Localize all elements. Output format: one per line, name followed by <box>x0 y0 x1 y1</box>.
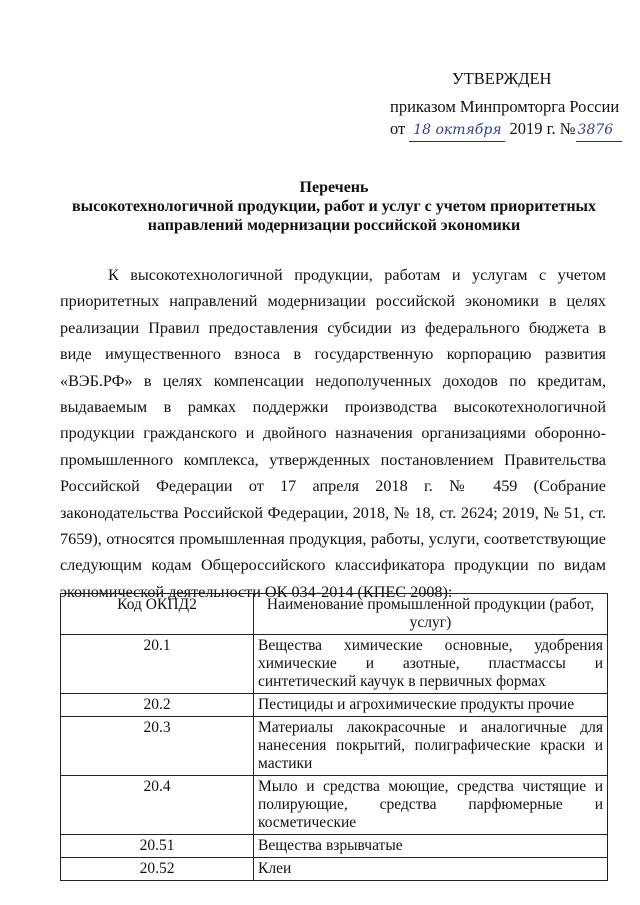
handwritten-date: 18 октября <box>409 119 505 142</box>
row-code: 20.3 <box>61 717 254 776</box>
row-code: 20.4 <box>61 776 254 835</box>
row-name: Пестициды и агрохимические продукты прочие <box>254 694 608 717</box>
approval-order-line: приказом Минпромторга России <box>390 97 620 116</box>
approval-block <box>390 68 630 142</box>
title-line-3: направлений модернизации российской экономики <box>147 217 521 234</box>
row-code: 20.2 <box>61 694 254 717</box>
row-name: Вещества взрывчатые <box>254 835 608 858</box>
row-code: 20.52 <box>61 858 254 881</box>
table-row <box>61 694 608 717</box>
document-title <box>60 178 608 235</box>
table-row <box>61 635 608 694</box>
row-name: Мыло и средства моющие, средства чистящие и полирующие, средства парфюмерные и косметические <box>254 776 608 835</box>
title-line-2: высокотехнологичной продукции, работ и услуг с учетом приоритетных <box>71 198 597 215</box>
approval-date-line <box>390 118 630 142</box>
body-paragraph: К высокотехнологичной продукции, работам и услугам с учетом приоритетных направлений модернизации российской экономики в целях реализации Правил предоставления субсидии из федерального бюджета в виде имущественного взноса в государственную корпорацию развития «ВЭБ.РФ» в целях компенсации недополученных доходов по кредитам, выдаваемым в рамках поддержки производства высокотехнологичной продукции гражданского и двойного назначения организациями оборонно-промышленного комплекса, утвержденных постановлением Правительства Российской Федерации от 17 апреля 2018 г. № 459 (Собрание законодательства Российской Федерации, 2018, № 18, ст. 2624; 2019, № 51, ст. 7659), относятся промышленная продукция, работы, услуги, соответствующие следующим кодам Общероссийского классификатора продукции по видам экономической деятельности ОК 034-2014 (КПЕС 2008): <box>60 266 606 601</box>
year-text: 2019 г. № <box>509 119 576 138</box>
title-line-1: Перечень <box>299 179 369 196</box>
row-name: Вещества химические основные, удобрения химические и азотные, пластмассы и синтетический каучук в первичных формах <box>254 635 608 694</box>
table-row <box>61 858 608 881</box>
okpd2-table <box>60 593 608 881</box>
header-name: Наименование промышленной продукции (работ, услуг) <box>254 594 608 635</box>
approval-title: УТВЕРЖДЕН <box>452 69 552 88</box>
table-row <box>61 776 608 835</box>
row-name: Материалы лакокрасочные и аналогичные для нанесения покрытий, полиграфические краски и мастики <box>254 717 608 776</box>
table-row <box>61 835 608 858</box>
header-code: Код ОКПД2 <box>61 594 254 635</box>
handwritten-number: 3876 <box>576 119 622 142</box>
table-row <box>61 717 608 776</box>
row-code: 20.51 <box>61 835 254 858</box>
table-header-row <box>61 594 608 635</box>
row-code: 20.1 <box>61 635 254 694</box>
from-label: от <box>390 119 406 138</box>
row-name: Клеи <box>254 858 608 881</box>
